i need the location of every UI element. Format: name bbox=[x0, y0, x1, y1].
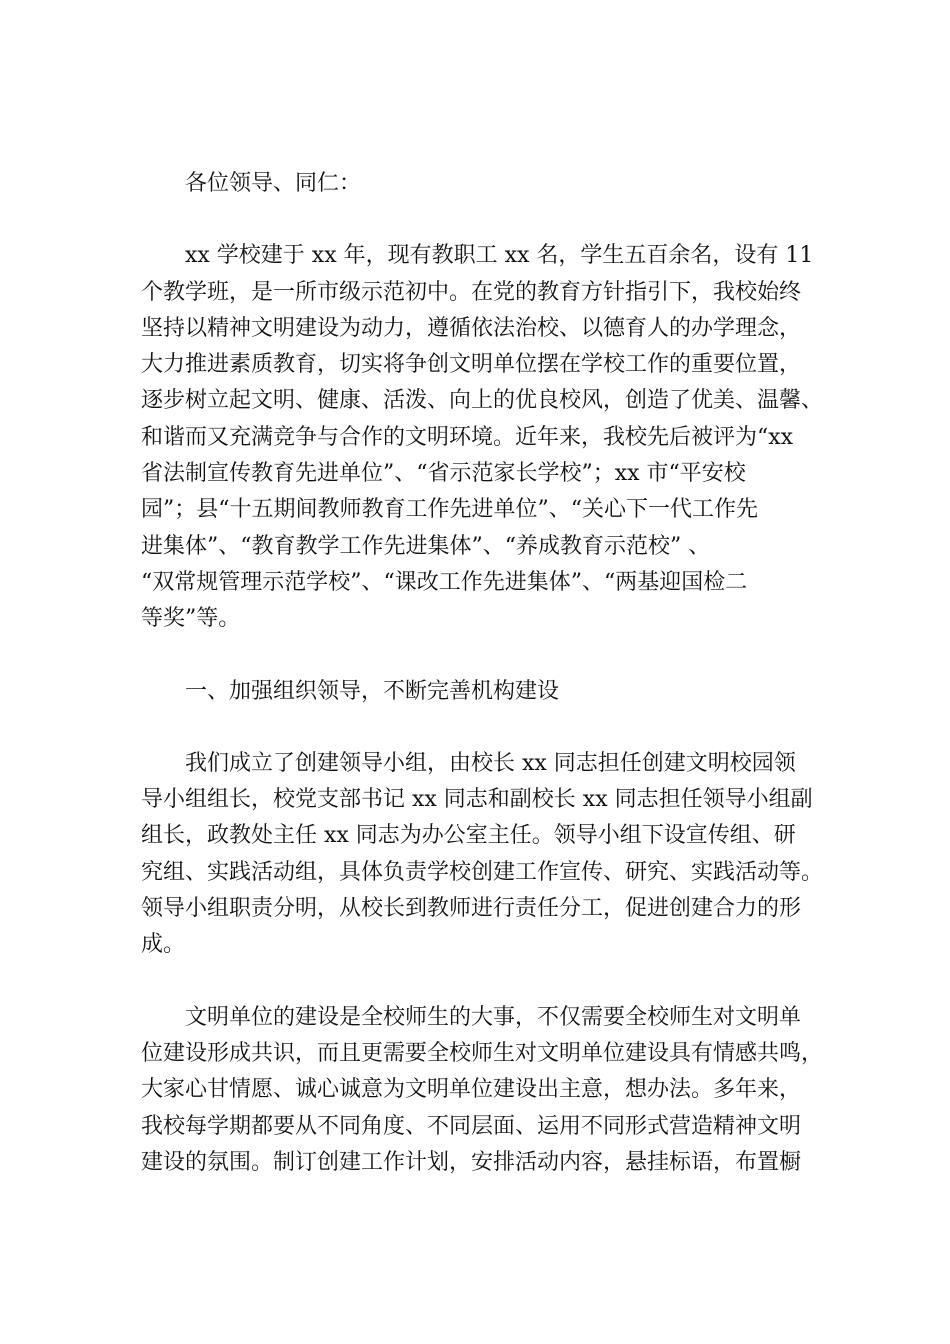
paragraph-line: 我们成立了创建领导小组，由校长 xx 同志担任创建文明校园领 bbox=[185, 750, 796, 776]
section-paragraph bbox=[141, 746, 831, 964]
intro-line: 逐步树立起文明、健康、活泼、向上的优良校风，创造了优美、温馨、 bbox=[141, 388, 824, 414]
intro-line: 省法制宣传教育先进单位”、“省示范家长学校”；xx 市“平安校 bbox=[141, 461, 746, 487]
paragraph-line: 我校每学期都要从不同角度、不同层面、运用不同形式营造精神文明 bbox=[141, 1113, 802, 1139]
intro-line: 大力推进素质教育，切实将争创文明单位摆在学校工作的重要位置， bbox=[141, 352, 802, 378]
paragraph-line: 组长，政教处主任 xx 同志为办公室主任。领导小组下设宣传组、研 bbox=[141, 823, 796, 849]
intro-line: 个教学班，是一所市级示范初中。在党的教育方针指引下，我校始终 bbox=[141, 279, 802, 305]
paragraph-line: 建设的氛围。制订创建工作计划，安排活动内容，悬挂标语，布置橱 bbox=[141, 1149, 802, 1175]
paragraph-line: 导小组组长，校党支部书记 xx 同志和副校长 xx 同志担任领导小组副 bbox=[141, 787, 813, 813]
intro-line: xx 学校建于 xx 年，现有教职工 xx 名，学生五百余名，设有 11 bbox=[185, 243, 814, 269]
paragraph-line: 究组、实践活动组，具体负责学校创建工作宣传、研究、实践活动等。 bbox=[141, 859, 824, 885]
intro-line: 进集体”、“教育教学工作先进集体”、“养成教育示范校” 、 bbox=[141, 533, 711, 559]
intro-line: 坚持以精神文明建设为动力，遵循依法治校、以德育人的办学理念， bbox=[141, 315, 802, 341]
intro-paragraph bbox=[141, 238, 831, 637]
paragraph-line: 成。 bbox=[141, 932, 186, 958]
salutation bbox=[141, 166, 831, 202]
section-heading bbox=[141, 674, 831, 710]
paragraph-line: 大家心甘情愿、诚心诚意为文明单位建设出主意，想办法。多年来， bbox=[141, 1077, 802, 1103]
paragraph-line: 文明单位的建设是全校师生的大事，不仅需要全校师生对文明单 bbox=[185, 1004, 802, 1030]
document-body bbox=[141, 166, 831, 1217]
intro-line: 园”；县“十五期间教师教育工作先进单位”、“关心下一代工作先 bbox=[141, 497, 758, 523]
paragraph-line: 位建设形成共识，而且更需要全校师生对文明单位建设具有情感共鸣， bbox=[141, 1040, 824, 1066]
intro-line: “双常规管理示范学校”、“课改工作先进集体”、“两基迎国检二 bbox=[141, 569, 748, 595]
section-heading-text: 一、加强组织领导，不断完善机构建设 bbox=[185, 678, 560, 704]
paragraph-line: 领导小组职责分明，从校长到教师进行责任分工，促进创建合力的形 bbox=[141, 896, 802, 922]
intro-line: 和谐而又充满竞争与合作的文明环境。近年来，我校先后被评为“xx bbox=[141, 424, 794, 450]
salutation-text: 各位领导、同仁： bbox=[185, 171, 362, 196]
section-paragraph bbox=[141, 1000, 831, 1181]
intro-line: 等奖”等。 bbox=[141, 606, 241, 632]
